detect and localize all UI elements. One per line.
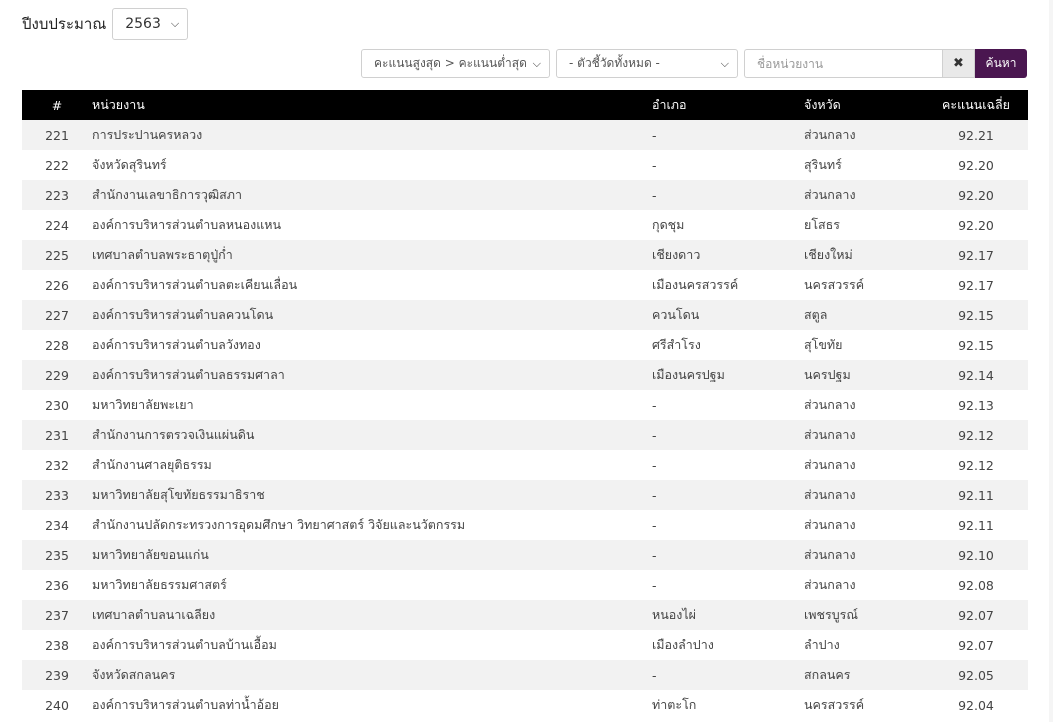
search-group xyxy=(744,49,1027,78)
fiscal-year-value: 2563 xyxy=(125,16,161,32)
row-number: 239 xyxy=(45,667,69,683)
fiscal-year-select[interactable] xyxy=(112,8,188,40)
agency-name: สำนักงานศาลยุติธรรม xyxy=(92,457,212,472)
average-score: 92.10 xyxy=(958,547,994,563)
row-number: 238 xyxy=(45,637,69,653)
amphoe: - xyxy=(652,187,657,203)
row-number: 229 xyxy=(45,367,69,383)
agency-name: จังหวัดสกลนคร xyxy=(92,667,176,682)
table-row[interactable] xyxy=(22,210,1028,240)
agency-name: มหาวิทยาลัยสุโขทัยธรรมาธิราช xyxy=(92,487,265,502)
average-score: 92.14 xyxy=(958,367,994,383)
amphoe: - xyxy=(652,487,657,503)
table-body xyxy=(22,120,1028,720)
table-row[interactable] xyxy=(22,270,1028,300)
agency-name: องค์การบริหารส่วนตำบลควนโดน xyxy=(92,307,274,322)
province: สตูล xyxy=(804,307,828,322)
average-score: 92.12 xyxy=(958,457,994,473)
agency-name: มหาวิทยาลัยพะเยา xyxy=(92,397,194,412)
average-score: 92.20 xyxy=(958,187,994,203)
table-row[interactable] xyxy=(22,690,1028,720)
column-header-province[interactable]: จังหวัด xyxy=(804,97,841,112)
table-header-row xyxy=(22,90,1028,120)
table-row[interactable] xyxy=(22,630,1028,660)
row-number: 224 xyxy=(45,217,69,233)
table-row[interactable] xyxy=(22,390,1028,420)
province: ส่วนกลาง xyxy=(804,577,856,592)
province: สกลนคร xyxy=(804,667,851,682)
fiscal-year-filter xyxy=(22,7,188,41)
agency-name: สำนักงานการตรวจเงินแผ่นดิน xyxy=(92,427,255,442)
column-header-number[interactable]: # xyxy=(51,97,63,113)
amphoe: เชียงดาว xyxy=(652,247,701,262)
average-score: 92.15 xyxy=(958,337,994,353)
table-row[interactable] xyxy=(22,360,1028,390)
row-number: 233 xyxy=(45,487,69,503)
amphoe: ศรีสำโรง xyxy=(652,337,701,352)
agency-name: เทศบาลตำบลพระธาตุปู่ก่ำ xyxy=(92,247,233,262)
ranking-table xyxy=(22,90,1028,720)
search-button[interactable]: ค้นหา xyxy=(975,49,1027,78)
average-score: 92.11 xyxy=(958,517,994,533)
province: ยโสธร xyxy=(804,217,841,232)
chevron-down-icon: ⌵ xyxy=(532,56,541,70)
table-row[interactable] xyxy=(22,180,1028,210)
average-score: 92.12 xyxy=(958,427,994,443)
filter-bar xyxy=(361,49,1027,78)
table-row[interactable] xyxy=(22,150,1028,180)
amphoe: เมืองนครปฐม xyxy=(652,367,725,382)
table-row[interactable] xyxy=(22,450,1028,480)
table-row[interactable] xyxy=(22,600,1028,630)
table-row[interactable] xyxy=(22,480,1028,510)
province: นครสวรรค์ xyxy=(804,277,865,292)
row-number: 235 xyxy=(45,547,69,563)
province: ส่วนกลาง xyxy=(804,187,856,202)
page-scrollbar[interactable] xyxy=(1049,0,1053,722)
province: สุรินทร์ xyxy=(804,157,842,172)
chevron-down-icon: ⌵ xyxy=(720,56,729,70)
row-number: 230 xyxy=(45,397,69,413)
row-number: 223 xyxy=(45,187,69,203)
amphoe: - xyxy=(652,397,657,413)
chevron-down-icon: ⌵ xyxy=(170,17,180,30)
column-header-amphoe[interactable]: อำเภอ xyxy=(652,97,687,112)
table-row[interactable] xyxy=(22,660,1028,690)
average-score: 92.15 xyxy=(958,307,994,323)
agency-name: องค์การบริหารส่วนตำบลบ้านเอื้อม xyxy=(92,637,277,652)
average-score: 92.20 xyxy=(958,157,994,173)
amphoe: - xyxy=(652,517,657,533)
close-icon: ✖ xyxy=(953,56,964,71)
table-row[interactable] xyxy=(22,240,1028,270)
average-score: 92.07 xyxy=(958,637,994,653)
agency-name: องค์การบริหารส่วนตำบลตะเคียนเลื่อน xyxy=(92,277,298,292)
average-score: 92.21 xyxy=(958,127,994,143)
agency-name: มหาวิทยาลัยขอนแก่น xyxy=(92,547,209,562)
amphoe: - xyxy=(652,547,657,563)
province: ลำปาง xyxy=(804,637,840,652)
average-score: 92.07 xyxy=(958,607,994,623)
table-row[interactable] xyxy=(22,300,1028,330)
average-score: 92.08 xyxy=(958,577,994,593)
fiscal-year-label: ปีงบประมาณ xyxy=(22,15,107,33)
province: ส่วนกลาง xyxy=(804,547,856,562)
agency-name: เทศบาลตำบลนาเฉลียง xyxy=(92,607,216,622)
table-row[interactable] xyxy=(22,540,1028,570)
amphoe: - xyxy=(652,457,657,473)
province: นครสวรรค์ xyxy=(804,697,865,712)
indicator-select-value: - ตัวชี้วัดทั้งหมด - xyxy=(569,56,660,70)
average-score: 92.17 xyxy=(958,277,994,293)
amphoe: - xyxy=(652,127,657,143)
amphoe: เมืองลำปาง xyxy=(652,637,714,652)
table-row[interactable] xyxy=(22,120,1028,150)
amphoe: - xyxy=(652,157,657,173)
row-number: 221 xyxy=(45,127,69,143)
average-score: 92.05 xyxy=(958,667,994,683)
agency-name: องค์การบริหารส่วนตำบลธรรมศาลา xyxy=(92,367,285,382)
row-number: 225 xyxy=(45,247,69,263)
table-row[interactable] xyxy=(22,330,1028,360)
clear-search-button[interactable] xyxy=(942,49,975,78)
table-row[interactable] xyxy=(22,510,1028,540)
province: เพชรบูรณ์ xyxy=(804,607,858,622)
agency-name: สำนักงานเลขาธิการวุฒิสภา xyxy=(92,187,243,202)
province: ส่วนกลาง xyxy=(804,457,856,472)
row-number: 237 xyxy=(45,607,69,623)
indicator-select[interactable] xyxy=(556,49,738,78)
province: ส่วนกลาง xyxy=(804,517,856,532)
agency-name: องค์การบริหารส่วนตำบลวังทอง xyxy=(92,337,261,352)
row-number: 227 xyxy=(45,307,69,323)
province: ส่วนกลาง xyxy=(804,397,856,412)
sort-select[interactable] xyxy=(361,49,550,78)
agency-name: องค์การบริหารส่วนตำบลหนองแหน xyxy=(92,217,282,232)
row-number: 240 xyxy=(45,697,69,713)
row-number: 222 xyxy=(45,157,69,173)
ranking-table-container xyxy=(22,90,1028,720)
province: สุโขทัย xyxy=(804,337,843,352)
row-number: 228 xyxy=(45,337,69,353)
amphoe: - xyxy=(652,667,657,683)
row-number: 231 xyxy=(45,427,69,443)
province: ส่วนกลาง xyxy=(804,127,856,142)
search-input[interactable] xyxy=(744,49,942,78)
average-score: 92.13 xyxy=(958,397,994,413)
row-number: 236 xyxy=(45,577,69,593)
province: ส่วนกลาง xyxy=(804,487,856,502)
agency-name: มหาวิทยาลัยธรรมศาสตร์ xyxy=(92,577,227,592)
row-number: 226 xyxy=(45,277,69,293)
table-row[interactable] xyxy=(22,570,1028,600)
row-number: 234 xyxy=(45,517,69,533)
agency-name: องค์การบริหารส่วนตำบลท่าน้ำอ้อย xyxy=(92,697,279,712)
province: ส่วนกลาง xyxy=(804,427,856,442)
average-score: 92.20 xyxy=(958,217,994,233)
province: เชียงใหม่ xyxy=(804,247,853,262)
amphoe: เมืองนครสวรรค์ xyxy=(652,277,739,292)
average-score: 92.04 xyxy=(958,697,994,713)
average-score: 92.11 xyxy=(958,487,994,503)
amphoe: ท่าตะโก xyxy=(652,697,697,712)
agency-name: การประปานครหลวง xyxy=(92,127,203,142)
row-number: 232 xyxy=(45,457,69,473)
column-header-agency[interactable]: หน่วยงาน xyxy=(92,97,145,112)
table-row[interactable] xyxy=(22,420,1028,450)
amphoe: ควนโดน xyxy=(652,307,700,322)
amphoe: - xyxy=(652,427,657,443)
agency-name: สำนักงานปลัดกระทรวงการอุดมศึกษา วิทยาศาสตร์ วิจัยและนวัตกรรม xyxy=(92,517,466,532)
province: นครปฐม xyxy=(804,367,851,382)
agency-name: จังหวัดสุรินทร์ xyxy=(92,157,167,172)
sort-select-value: คะแนนสูงสุด > คะแนนต่ำสุด xyxy=(374,56,527,70)
amphoe: - xyxy=(652,577,657,593)
average-score: 92.17 xyxy=(958,247,994,263)
amphoe: กุดชุม xyxy=(652,217,685,232)
column-header-average-score[interactable]: คะแนนเฉลี่ย xyxy=(942,97,1010,112)
amphoe: หนองไผ่ xyxy=(652,607,697,622)
